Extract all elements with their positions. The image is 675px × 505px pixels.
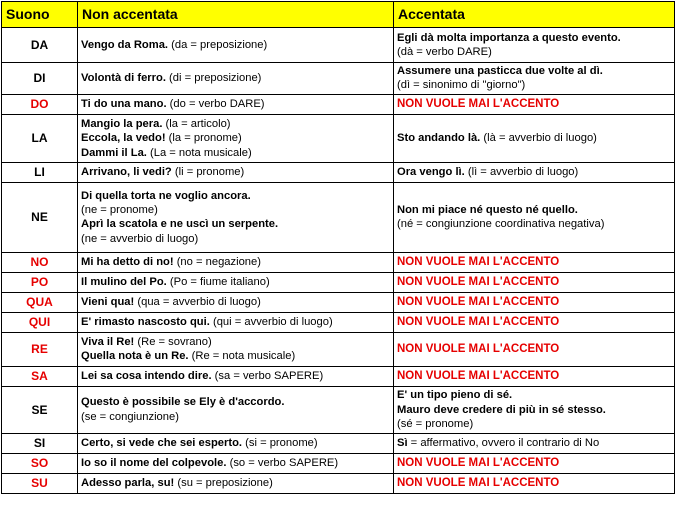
text-line	[81, 232, 390, 246]
bold-text: Il mulino del Po.	[81, 276, 167, 289]
non-accentata-cell	[78, 28, 394, 63]
header-accentata: Accentata	[394, 2, 675, 28]
never-accent-text: NON VUOLE MAI L'ACCENTO	[397, 343, 560, 356]
note-text: (no = negazione)	[173, 256, 261, 269]
table-row	[2, 366, 675, 386]
accentata-cell	[394, 63, 675, 95]
non-accentata-cell	[78, 63, 394, 95]
never-accent-text: NON VUOLE MAI L'ACCENTO	[397, 477, 560, 490]
text-line	[81, 315, 390, 329]
bold-text: Dammi il La.	[81, 146, 147, 159]
non-accentata-cell	[78, 386, 394, 433]
text-line	[397, 31, 671, 45]
note-text: (se = congiunzione)	[81, 410, 179, 423]
accentata-cell	[394, 312, 675, 332]
never-accent-text: NON VUOLE MAI L'ACCENTO	[397, 370, 560, 383]
accentata-cell	[394, 182, 675, 252]
bold-text: Certo, si vede che sei esperto.	[81, 437, 243, 450]
suono-cell: NE	[2, 182, 78, 252]
accentata-cell	[394, 453, 675, 473]
suono-cell: NO	[2, 252, 78, 272]
header-row	[2, 2, 675, 28]
bold-text: Quella nota è un Re.	[81, 350, 189, 363]
bold-text: Ti do una mano.	[81, 98, 167, 111]
note-text: (né = congiunzione coordinativa negativa)	[397, 218, 605, 231]
accentata-cell	[394, 386, 675, 433]
note-text: (do = verbo DARE)	[166, 98, 265, 111]
table-row	[2, 386, 675, 433]
bold-text: Assumere una pasticca due volte al dì.	[397, 65, 603, 77]
note-text: = affermativo, ovvero il contrario di No	[407, 437, 600, 450]
text-line	[397, 45, 671, 59]
non-accentata-cell	[78, 473, 394, 493]
bold-text: Io so il nome del colpevole.	[81, 457, 227, 470]
bold-text: Aprì la scatola e ne uscì un serpente.	[81, 218, 279, 231]
suono-cell: QUI	[2, 312, 78, 332]
text-line	[81, 410, 390, 424]
bold-text: E' un tipo pieno di sé.	[397, 389, 513, 402]
non-accentata-cell	[78, 182, 394, 252]
non-accentata-cell	[78, 162, 394, 182]
text-line	[81, 395, 390, 409]
text-line	[81, 189, 390, 203]
suono-cell: DA	[2, 28, 78, 63]
note-text: (lì = avverbio di luogo)	[464, 166, 579, 179]
suono-cell: SO	[2, 453, 78, 473]
note-text: (Re = sovrano)	[134, 335, 212, 348]
text-line	[81, 476, 390, 490]
accent-rules-table	[1, 1, 675, 494]
text-line	[397, 436, 671, 450]
bold-text: Egli dà molta importanza a questo evento.	[397, 31, 621, 44]
bold-text: Mangio la pera.	[81, 117, 163, 130]
bold-text: Viva il Re!	[81, 335, 135, 348]
table-body	[2, 28, 675, 494]
table-row	[2, 63, 675, 95]
note-text: (so = verbo SAPERE)	[226, 457, 339, 470]
table-row	[2, 182, 675, 252]
text-line	[397, 388, 671, 402]
never-accent-text: NON VUOLE MAI L'ACCENTO	[397, 98, 560, 111]
accentata-cell	[394, 162, 675, 182]
never-accent-text: NON VUOLE MAI L'ACCENTO	[397, 316, 560, 329]
bold-text: Sto andando là.	[397, 132, 481, 145]
accentata-cell	[394, 252, 675, 272]
text-line	[81, 255, 390, 269]
text-line	[397, 203, 671, 217]
text-line	[397, 64, 671, 78]
suono-cell: PO	[2, 272, 78, 292]
non-accentata-cell	[78, 332, 394, 366]
accentata-cell	[394, 94, 675, 114]
bold-text: E' rimasto nascosto qui.	[81, 316, 210, 329]
header-suono: Suono	[2, 2, 78, 28]
text-line	[81, 217, 390, 231]
table-row	[2, 94, 675, 114]
note-text: (la = pronome)	[165, 132, 242, 145]
note-text: (li = pronome)	[171, 166, 245, 179]
text-line	[81, 456, 390, 470]
text-line	[81, 369, 390, 383]
never-accent-text: NON VUOLE MAI L'ACCENTO	[397, 256, 560, 269]
text-line	[81, 295, 390, 309]
accentata-cell	[394, 433, 675, 453]
non-accentata-cell	[78, 292, 394, 312]
suono-cell: DI	[2, 63, 78, 95]
bold-text: Vieni qua!	[81, 296, 135, 309]
accentata-cell	[394, 272, 675, 292]
note-text: (da = preposizione)	[168, 38, 268, 51]
bold-text: Ora vengo lì.	[397, 166, 465, 179]
note-text: (ne = pronome)	[81, 203, 158, 216]
never-accent-text: NON VUOLE MAI L'ACCENTO	[397, 457, 560, 470]
bold-text: Di quella torta ne voglio ancora.	[81, 189, 251, 202]
bold-text: Eccola, la vedo!	[81, 132, 166, 145]
non-accentata-cell	[78, 94, 394, 114]
bold-text: Questo è possibile se Ely è d'accordo.	[81, 396, 285, 409]
bold-text: Non mi piace né questo né quello.	[397, 203, 578, 216]
bold-text: Lei sa cosa intendo dire.	[81, 370, 212, 383]
non-accentata-cell	[78, 114, 394, 162]
note-text: (la = articolo)	[162, 117, 231, 130]
note-text: (Po = fiume italiano)	[166, 276, 270, 289]
text-line	[81, 146, 390, 160]
suono-cell: RE	[2, 332, 78, 366]
text-line	[81, 131, 390, 145]
note-text: (Re = nota musicale)	[188, 350, 296, 363]
bold-text: Adesso parla, su!	[81, 477, 175, 490]
table-row	[2, 114, 675, 162]
non-accentata-cell	[78, 272, 394, 292]
bold-text: Arrivano, li vedi?	[81, 166, 172, 179]
text-line	[81, 38, 390, 52]
note-text: (si = pronome)	[242, 437, 318, 450]
text-line	[81, 165, 390, 179]
accentata-cell	[394, 366, 675, 386]
text-line	[81, 117, 390, 131]
suono-cell: SU	[2, 473, 78, 493]
text-line	[81, 275, 390, 289]
text-line	[81, 349, 390, 363]
note-text: (dì = sinonimo di "giorno")	[397, 79, 526, 92]
table-row	[2, 453, 675, 473]
table-row	[2, 473, 675, 493]
accentata-cell	[394, 473, 675, 493]
note-text: (di = preposizione)	[165, 72, 262, 85]
non-accentata-cell	[78, 312, 394, 332]
never-accent-text: NON VUOLE MAI L'ACCENTO	[397, 296, 560, 309]
text-line	[81, 71, 390, 85]
suono-cell: SI	[2, 433, 78, 453]
suono-cell: SA	[2, 366, 78, 386]
table-row	[2, 28, 675, 63]
accentata-cell	[394, 332, 675, 366]
text-line	[397, 417, 671, 431]
table-row	[2, 332, 675, 366]
accentata-cell	[394, 292, 675, 312]
text-line	[397, 131, 671, 145]
note-text: (su = preposizione)	[174, 477, 273, 490]
table-row	[2, 272, 675, 292]
note-text: (qua = avverbio di luogo)	[134, 296, 261, 309]
text-line	[81, 97, 390, 111]
non-accentata-cell	[78, 453, 394, 473]
bold-text: Sì	[397, 437, 408, 450]
bold-text: Vengo da Roma.	[81, 38, 169, 51]
non-accentata-cell	[78, 252, 394, 272]
note-text: (dà = verbo DARE)	[397, 46, 492, 58]
text-line	[81, 335, 390, 349]
note-text: (ne = avverbio di luogo)	[81, 232, 199, 245]
note-text: (La = nota musicale)	[146, 146, 252, 159]
text-line	[397, 78, 671, 92]
table-row	[2, 292, 675, 312]
note-text: (sé = pronome)	[397, 418, 474, 431]
non-accentata-cell	[78, 366, 394, 386]
never-accent-text: NON VUOLE MAI L'ACCENTO	[397, 276, 560, 289]
bold-text: Mauro deve credere di più in sé stesso.	[397, 403, 606, 416]
note-text: (sa = verbo SAPERE)	[211, 370, 324, 383]
note-text: (là = avverbio di luogo)	[480, 132, 597, 145]
suono-cell: DO	[2, 94, 78, 114]
table-row	[2, 312, 675, 332]
bold-text: Mi ha detto di no!	[81, 256, 174, 269]
note-text: (qui = avverbio di luogo)	[209, 316, 333, 329]
accentata-cell	[394, 28, 675, 63]
text-line	[81, 203, 390, 217]
text-line	[397, 165, 671, 179]
text-line	[81, 436, 390, 450]
bold-text: Volontà di ferro.	[81, 72, 166, 85]
table-row	[2, 252, 675, 272]
table-row	[2, 162, 675, 182]
suono-cell: QUA	[2, 292, 78, 312]
non-accentata-cell	[78, 433, 394, 453]
text-line	[397, 403, 671, 417]
accentata-cell	[394, 114, 675, 162]
text-line	[397, 217, 671, 231]
suono-cell: LA	[2, 114, 78, 162]
suono-cell: LI	[2, 162, 78, 182]
suono-cell: SE	[2, 386, 78, 433]
table-row	[2, 433, 675, 453]
header-non-accentata: Non accentata	[78, 2, 394, 28]
